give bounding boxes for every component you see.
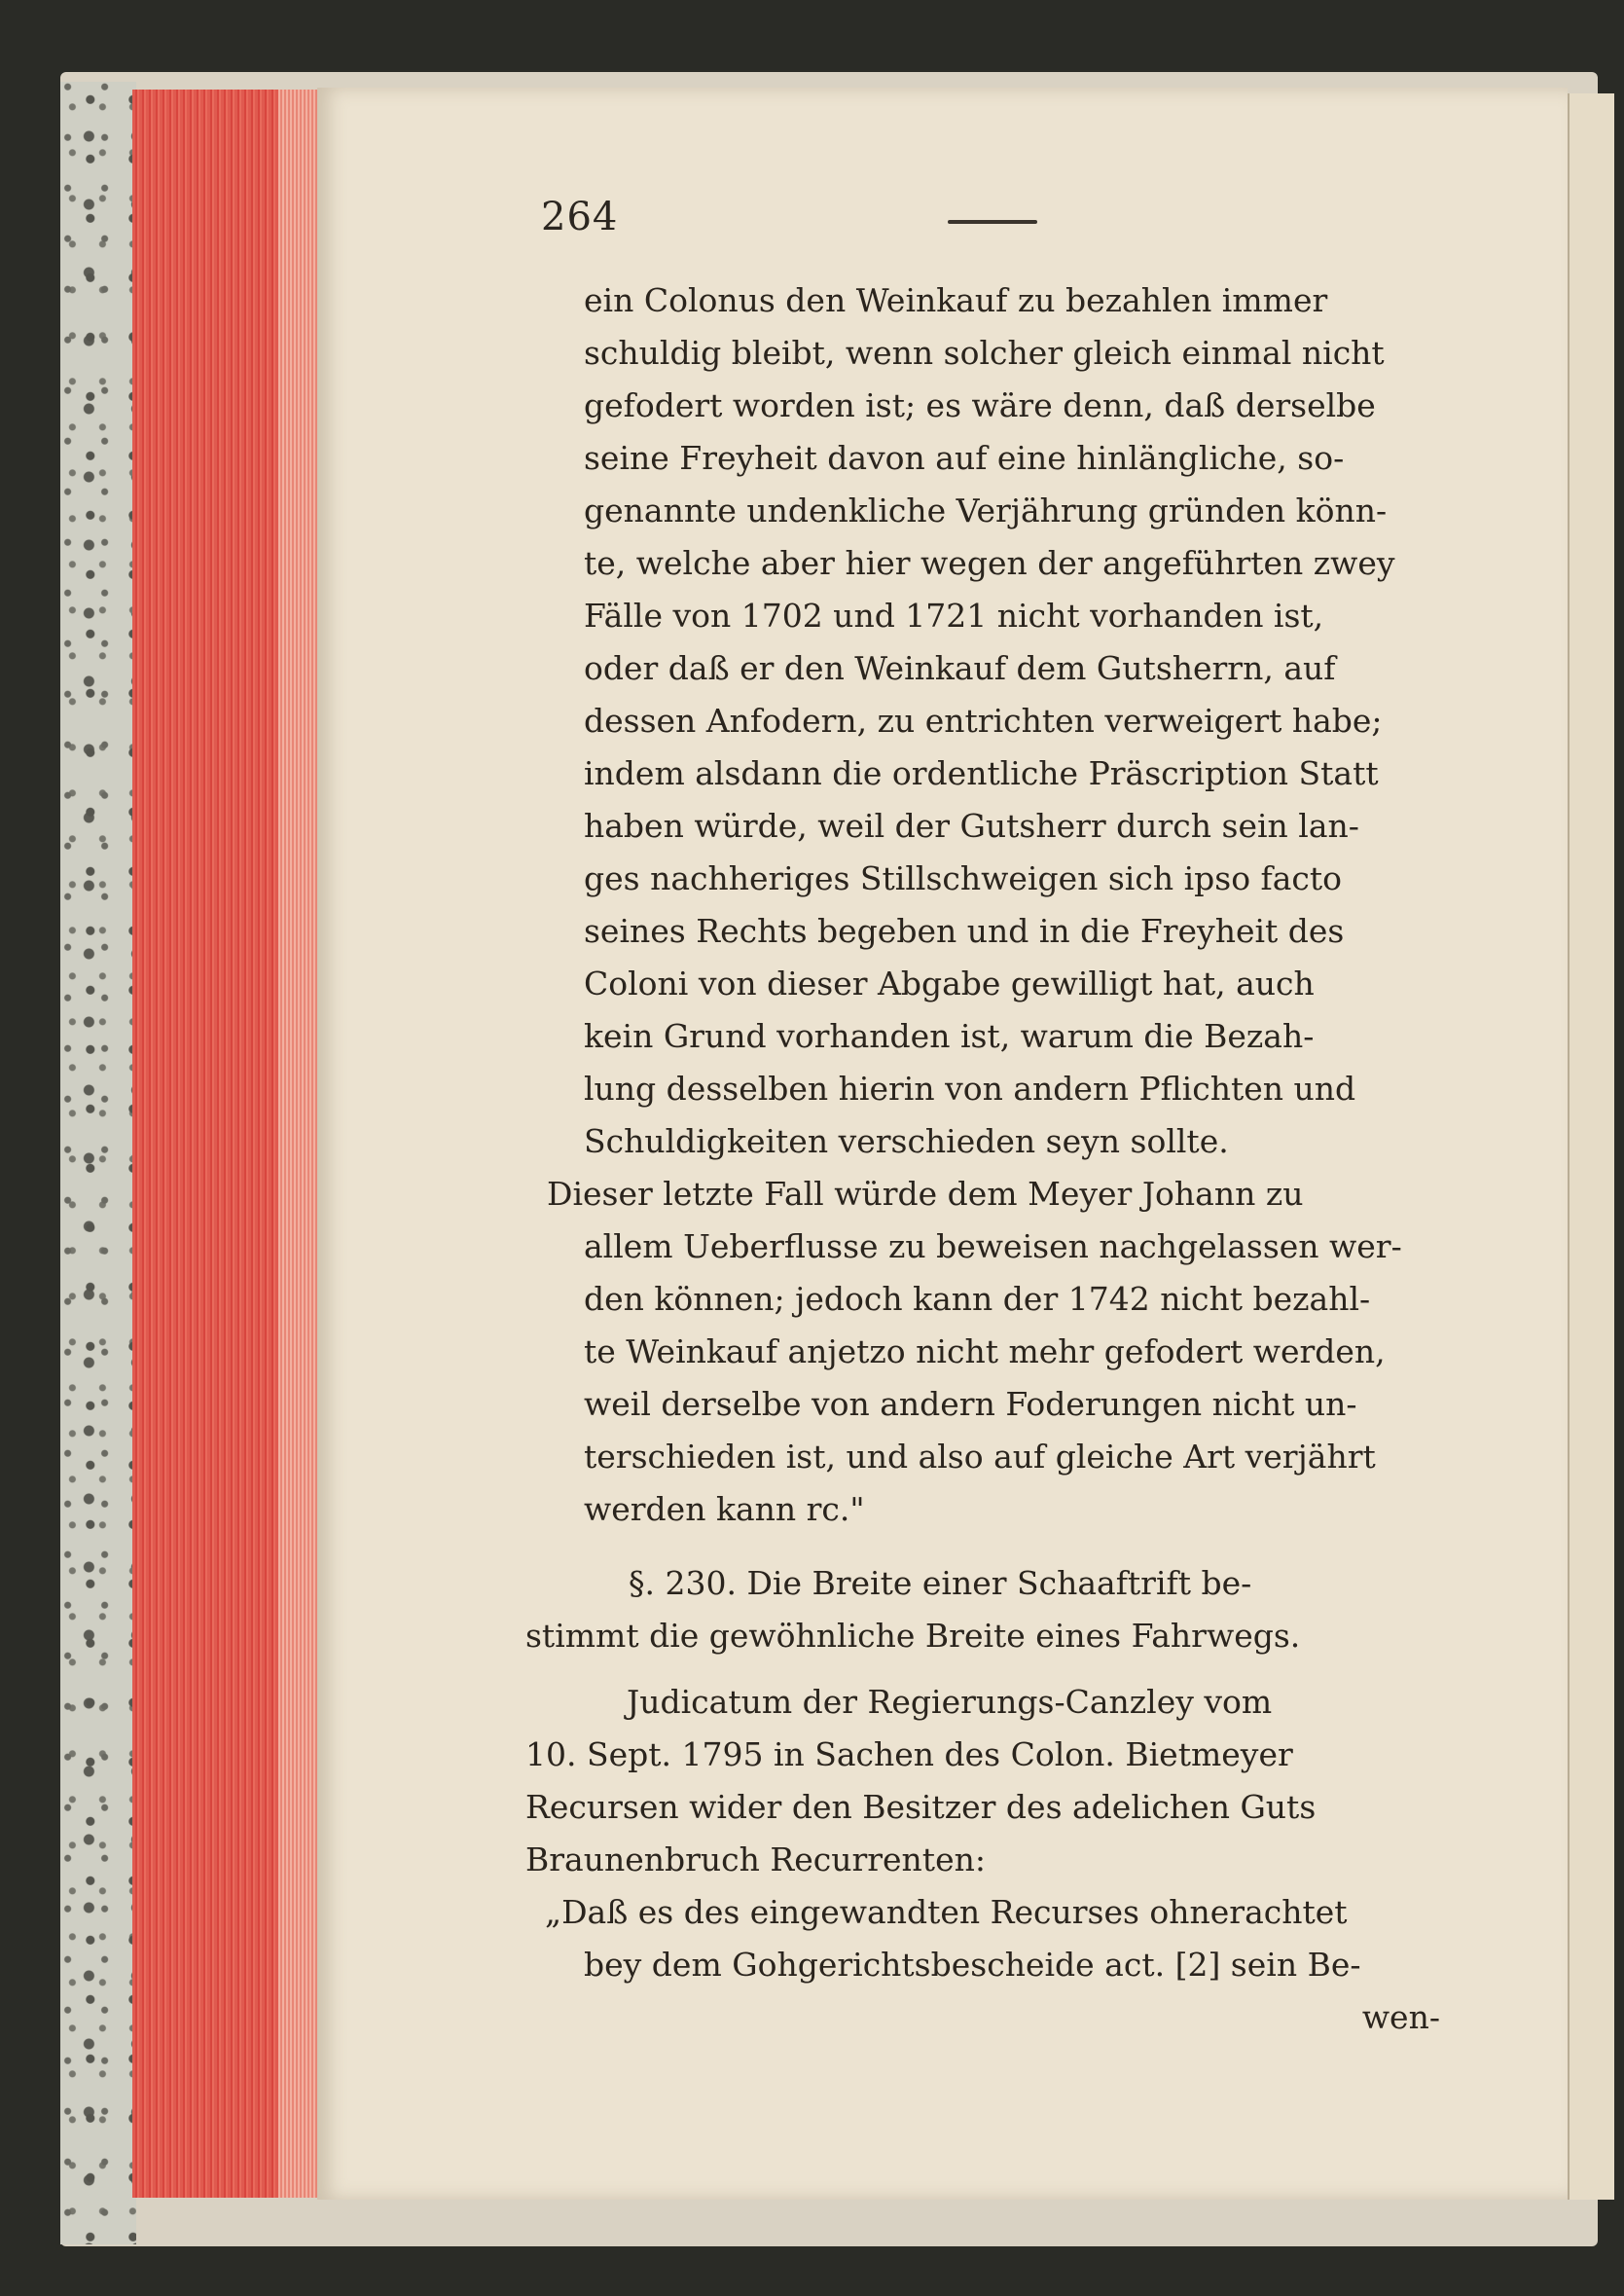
text-line: gefodert worden ist; es wäre denn, daß derselbe	[584, 386, 1376, 424]
text-line: haben würde, weil der Gutsherr durch sein lan-	[584, 807, 1359, 845]
page-text	[525, 274, 1440, 2044]
text-line: bey dem Gohgerichtsbescheide act. [2] sein Be-	[584, 1946, 1361, 1984]
judicatum-paragraph	[525, 1676, 1440, 1886]
text-line: ges nachheriges Stillschweigen sich ipso facto	[584, 859, 1343, 897]
text-line: te, welche aber hier wegen der angeführten zwey	[584, 544, 1395, 582]
dieser-paragraph	[547, 1168, 1440, 1536]
text-line: Braunenbruch Recurrenten:	[525, 1840, 986, 1878]
text-line: Coloni von dieser Abgabe gewilligt hat, auch	[584, 965, 1315, 1002]
marbled-cover	[60, 82, 136, 2244]
text-line: terschieden ist, und also auf gleiche Art verjährt	[584, 1438, 1376, 1476]
text-line: oder daß er den Weinkauf dem Gutsherrn, auf	[584, 649, 1336, 687]
text-line: Schuldigkeiten verschieden seyn sollte.	[584, 1122, 1229, 1160]
text-line: allem Ueberflusse zu beweisen nachgelassen wer-	[584, 1227, 1402, 1265]
quote2-block	[545, 1886, 1440, 2044]
text-line: ein Colonus den Weinkauf zu bezahlen immer	[584, 281, 1328, 319]
text-line: Dieser letzte Fall würde dem Meyer Johann zu	[547, 1175, 1304, 1213]
text-line: te Weinkauf anjetzo nicht mehr gefodert werden,	[584, 1332, 1386, 1370]
text-line: lung desselben hierin von andern Pflichten und	[584, 1070, 1356, 1108]
text-line: genannte undenkliche Verjährung gründen könn-	[584, 492, 1388, 529]
text-line: Judicatum der Regierungs-Canzley vom	[627, 1683, 1273, 1721]
text-line: schuldig bleibt, wenn solcher gleich einmal nicht	[584, 334, 1385, 372]
text-line: weil derselbe von andern Foderungen nicht un-	[584, 1385, 1357, 1423]
text-line: Fälle von 1702 und 1721 nicht vorhanden ist,	[584, 597, 1324, 635]
text-line: kein Grund vorhanden ist, warum die Bezah-	[584, 1017, 1315, 1055]
section-heading-line: stimmt die gewöhnliche Breite eines Fahrwegs.	[525, 1617, 1301, 1655]
text-line: indem alsdann die ordentliche Präscription Statt	[584, 754, 1379, 792]
text-line: Recursen wider den Besitzer des adelichen Guts	[525, 1788, 1317, 1826]
text-line: werden kann rc."	[584, 1490, 865, 1528]
facing-page-edge	[1568, 93, 1614, 2200]
page-number: 264	[541, 195, 619, 239]
text-line: seines Rechts begeben und in die Freyheit des	[584, 912, 1345, 950]
text-line: seine Freyheit davon auf eine hinlängliche, so-	[584, 439, 1345, 477]
text-line: den können; jedoch kann der 1742 nicht bezahl-	[584, 1280, 1371, 1318]
section-heading	[525, 1557, 1440, 1662]
quote-block	[584, 274, 1440, 1168]
catchword: wen-	[1361, 1998, 1440, 2036]
text-line: 10. Sept. 1795 in Sachen des Colon. Bietmeyer	[525, 1735, 1293, 1773]
header-rule	[948, 220, 1037, 224]
section-heading-line: §. 230. Die Breite einer Schaaftrift be-	[629, 1564, 1252, 1602]
page-edges-inner	[278, 90, 319, 2198]
page-header	[541, 195, 1417, 243]
text-line: „Daß es des eingewandten Recurses ohnerachtet	[545, 1893, 1348, 1931]
text-line: dessen Anfodern, zu entrichten verweigert habe;	[584, 702, 1383, 740]
